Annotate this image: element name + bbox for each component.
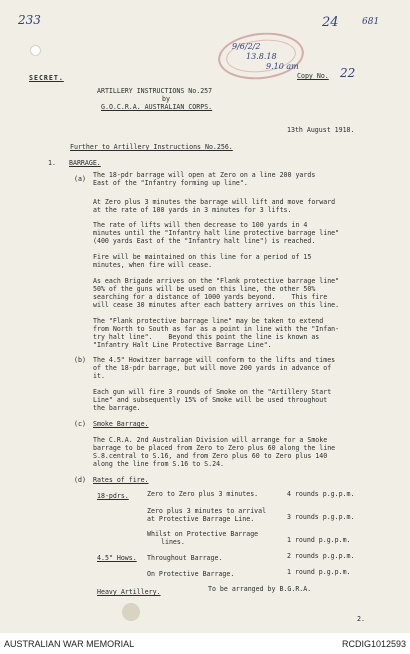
para-b2-line-2: Line" and subsequently 15% of Smoke will be used throughout <box>93 396 328 404</box>
heavy-artillery-description: To be arranged by B.G.R.A. <box>208 585 312 593</box>
eighteen-pdr-label: 18-pdrs. <box>97 492 129 500</box>
para-b1-line-1: The 4.5" Howitzer barrage will conform to the lifts and times <box>93 356 336 364</box>
title-line-3: G.O.C.R.A. AUSTRALIAN CORPS. <box>101 103 213 111</box>
rate-3-description-2: lines. <box>161 538 185 546</box>
stamp-note-3: 9.10 am <box>266 62 299 71</box>
para-c1-line-3: S.8.central to S.16, and from Zero plus 60 to Zero plus 140 <box>93 452 328 460</box>
para-a4-line-1: Fire will be maintained on this line for a period of 15 <box>93 253 312 261</box>
para-a6-line-4: "Infantry Halt Line Protective Barrage Line". <box>93 341 272 349</box>
para-b1-line-3: it. <box>93 372 105 380</box>
rate-4-value: 2 rounds p.g.p.m. <box>287 552 355 560</box>
para-a3-line-3: (400 yards East of the "Infantry halt line") is reached. <box>93 237 316 245</box>
item-c-label: (c) <box>74 420 86 428</box>
para-a6-line-3: try halt line". Beyond this point the line is known as <box>93 333 320 341</box>
handwritten-number-right: 24 <box>322 15 339 30</box>
stamp-note-1: 9/6/2/2 <box>232 42 261 51</box>
section-number: 1. <box>48 159 56 167</box>
document-date: 13th August 1918. <box>287 126 355 134</box>
rate-3-value: 1 round p.g.p.m. <box>287 536 351 544</box>
rate-4-description: Throughout Barrage. <box>147 554 223 562</box>
copy-number: 22 <box>340 66 356 80</box>
para-b1-line-2: of the 18-pdr barrage, but will move 200 yards in advance of <box>93 364 332 372</box>
para-a5-line-3: searching for a distance of 1000 yards beyond. This fire <box>93 293 328 301</box>
para-b2-line-3: the barrage. <box>93 404 141 412</box>
heavy-artillery-label: Heavy Artillery. <box>97 588 161 596</box>
para-a1-line-1: The 18-pdr barrage will open at Zero on a line 200 yards <box>93 171 316 179</box>
handwritten-number-left: 233 <box>18 13 41 27</box>
para-a4-line-2: minutes, when fire will cease. <box>93 261 213 269</box>
footer-institution: AUSTRALIAN WAR MEMORIAL <box>4 639 135 649</box>
para-a3-line-1: The rate of lifts will then decrease to 100 yards in 4 <box>93 221 308 229</box>
howitzer-label: 4.5" Hows. <box>97 554 137 562</box>
further-reference: Further to Artillery Instructions No.256. <box>70 143 233 151</box>
rates-of-fire-heading: Rates of fire. <box>93 476 149 484</box>
para-a1-line-2: East of the "Infantry forming up line". <box>93 179 248 187</box>
copy-label: Copy No. <box>297 72 329 80</box>
para-c1-line-2: barrage to be placed from Zero to Zero plus 60 along the line <box>93 444 336 452</box>
item-d-label: (d) <box>74 476 86 484</box>
rate-2-description-2: at Protective Barrage Line. <box>147 515 255 523</box>
rate-5-description: On Protective Barrage. <box>147 570 235 578</box>
folio-number: 681 <box>362 17 380 27</box>
para-a5-line-4: will cease 30 minutes after each battery arrives on this line. <box>93 301 340 309</box>
para-a2-line-2: at the rate of 100 yards in 3 minutes for 3 lifts. <box>93 206 292 214</box>
rate-5-value: 1 round p.g.p.m. <box>287 568 351 576</box>
para-b2-line-1: Each gun will fire 3 rounds of Smoke on the "Artillery Start <box>93 388 332 396</box>
page-mark: 2. <box>357 615 365 623</box>
para-a6-line-2: from North to South as far as a point in line with the "Infan- <box>93 325 340 333</box>
title-line-2: by <box>162 95 170 103</box>
item-a-label: (a) <box>74 175 86 183</box>
rate-1-value: 4 rounds p.g.p.m. <box>287 490 355 498</box>
rate-2-description-1: Zero plus 3 minutes to arrival <box>147 507 267 515</box>
secret-label: SECRET. <box>29 74 64 82</box>
para-c1-line-1: The C.R.A. 2nd Australian Division will arrange for a Smoke <box>93 436 328 444</box>
stamp-note-2: 13.8.18 <box>246 52 277 61</box>
ink-smudge <box>122 603 140 621</box>
para-c1-line-4: along the line from S.16 to S.24. <box>93 460 225 468</box>
item-b-label: (b) <box>74 356 86 364</box>
title-line-1: ARTILLERY INSTRUCTIONS No.257 <box>97 87 213 95</box>
section-heading: BARRAGE. <box>69 159 101 167</box>
rate-2-value: 3 rounds p.g.p.m. <box>287 513 355 521</box>
para-a3-line-2: minutes until the "Infantry halt line protective barrage line" <box>93 229 340 237</box>
para-a5-line-1: As each Brigade arrives on the "Flank protective barrage line" <box>93 277 340 285</box>
punch-hole <box>30 45 41 56</box>
rate-3-description-1: Whilst on Protective Barrage <box>147 530 259 538</box>
para-a2-line-1: At Zero plus 3 minutes the barrage will lift and move forward <box>93 198 336 206</box>
para-a6-line-1: The "Flank protective barrage line" may be taken to extend <box>93 317 324 325</box>
footer-catalogue-id: RCDIG1012593 <box>341 639 406 649</box>
archive-footer <box>0 633 410 654</box>
smoke-barrage-heading: Smoke Barrage. <box>93 420 149 428</box>
rate-1-description: Zero to Zero plus 3 minutes. <box>147 490 259 498</box>
para-a5-line-2: 50% of the guns will be used on this line, the other 50% <box>93 285 316 293</box>
